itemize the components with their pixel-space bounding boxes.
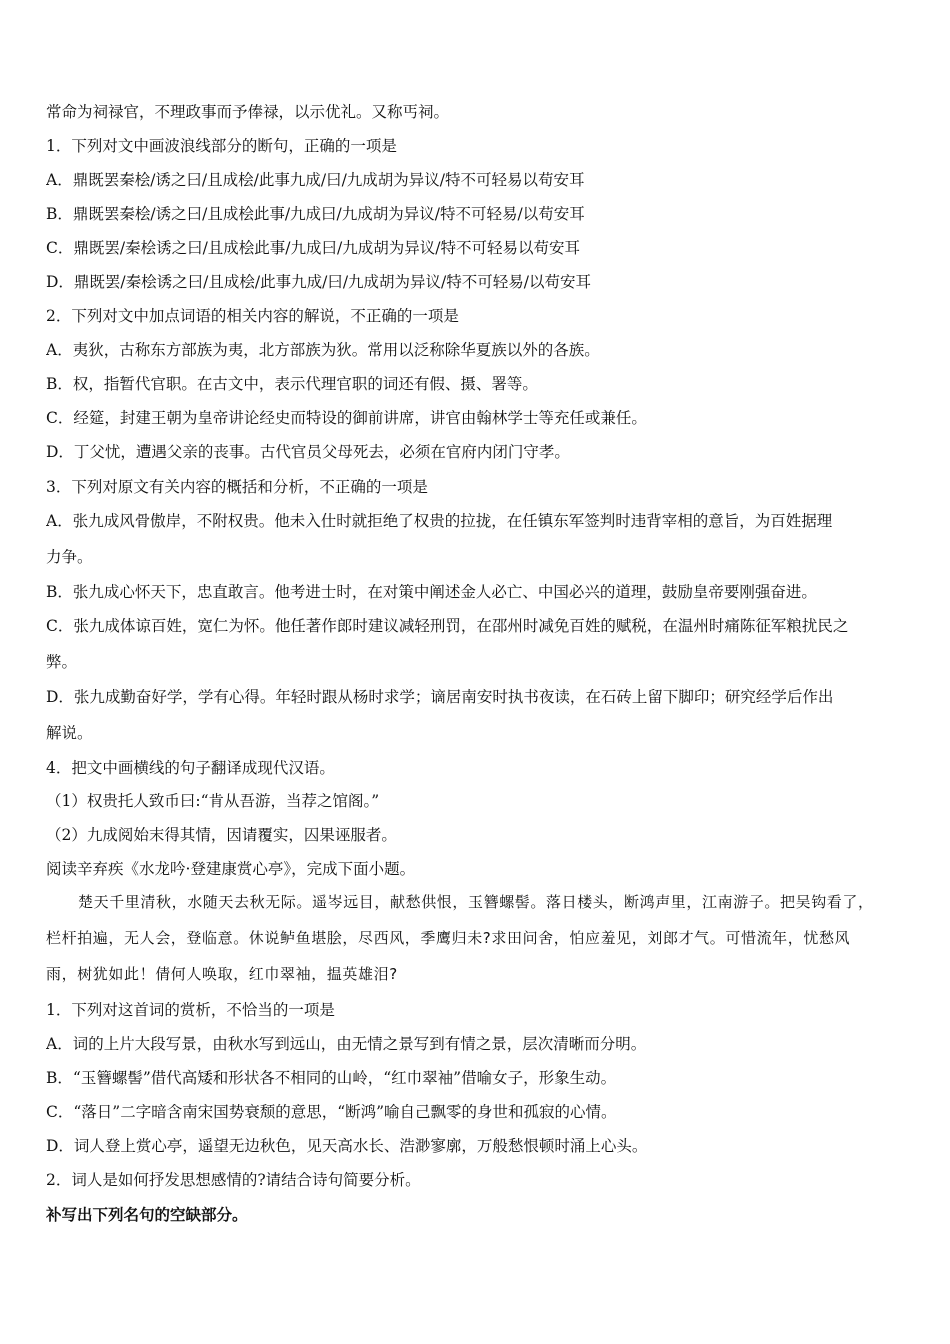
option-line: A．夷狄，古称东方部族为夷，北方部族为狄。常用以泛称除华夏族以外的各族。 <box>46 341 600 359</box>
option-line: D．鼎既罢/秦桧诱之曰/且成桧/此事九成/曰/九成胡为异议/特不可轻易/以苟安耳 <box>46 273 591 291</box>
question-stem: 3．下列对原文有关内容的概括和分析，不正确的一项是 <box>46 478 428 496</box>
option-line: C．经筵，封建王朝为皇帝讲论经史而特设的御前讲席，讲官由翰林学士等充任或兼任。 <box>46 409 647 427</box>
option-line: C．鼎既罢/秦桧诱之曰/且成桧此事/九成曰/九成胡为异议/特不可轻易以苟安耳 <box>46 239 580 257</box>
option-line: C．“落日”二字暗含南宋国势衰颓的意思，“断鸿”喻自己飘零的身世和孤寂的心情。 <box>46 1103 617 1121</box>
poem-line: 楚天千里清秋，水随天去秋无际。遥岑远目，献愁供恨，玉簪螺髻。落日楼头，断鸿声里，江南游子。把吴钩看了， <box>78 893 874 911</box>
option-line: D．丁父忧，遭遇父亲的丧事。古代官员父母死去，必须在官府内闭门守孝。 <box>46 443 570 461</box>
poem-line: 栏杆拍遍，无人会，登临意。休说鲈鱼堪脍，尽西风，季鹰归未?求田问舍，怕应羞见，刘郎才气。可惜流年，忧愁风 <box>46 929 851 947</box>
question-stem: 1．下列对这首词的赏析，不恰当的一项是 <box>46 1001 335 1019</box>
question-stem: 2．词人是如何抒发思想感情的?请结合诗句简要分析。 <box>46 1171 421 1189</box>
option-line: A．鼎既罢秦桧/诱之曰/且成桧/此事九成/曰/九成胡为异议/特不可轻易以苟安耳 <box>46 171 585 189</box>
option-line: A．张九成风骨傲岸，不附权贵。他未入仕时就拒绝了权贵的拉拢，在任镇东军签判时违背宰相的意旨，为百姓据理 <box>46 512 833 530</box>
question-stem: 1．下列对文中画波浪线部分的断句，正确的一项是 <box>46 137 397 155</box>
sub-question: （2）九成阅始末得其情，因请覆实，囚果诬服者。 <box>46 826 397 844</box>
sub-question: （1）权贵托人致币曰:“肯从吾游，当荐之馆阁。” <box>46 792 380 810</box>
option-line-continued: 力争。 <box>46 548 93 566</box>
poem-line: 雨，树犹如此！倩何人唤取，红巾翠袖，揾英雄泪? <box>46 965 398 983</box>
option-line: B．“玉簪螺髻”借代高矮和形状各不相同的山岭，“红巾翠袖”借喻女子，形象生动。 <box>46 1069 617 1087</box>
question-stem: 4．把文中画横线的句子翻译成现代汉语。 <box>46 759 335 777</box>
reading-instruction: 阅读辛弃疾《水龙吟·登建康赏心亭》，完成下面小题。 <box>46 860 416 878</box>
option-line: B．权，指暂代官职。在古文中，表示代理官职的词还有假、摄、署等。 <box>46 375 538 393</box>
option-line: A．词的上片大段写景，由秋水写到远山，由无情之景写到有情之景，层次清晰而分明。 <box>46 1035 647 1053</box>
option-line: B．张九成心怀天下，忠直敢言。他考进士时，在对策中阐述金人必亡、中国必兴的道理，鼓励皇帝要刚强奋进。 <box>46 583 817 601</box>
text-line: 常命为祠禄官，不理政事而予俸禄，以示优礼。又称丐祠。 <box>46 103 450 121</box>
option-line: B．鼎既罢秦桧/诱之曰/且成桧此事/九成曰/九成胡为异议/特不可轻易/以苟安耳 <box>46 205 585 223</box>
question-stem: 2．下列对文中加点词语的相关内容的解说，不正确的一项是 <box>46 307 459 325</box>
option-line-continued: 弊。 <box>46 653 78 671</box>
section-heading: 补写出下列名句的空缺部分。 <box>46 1206 248 1224</box>
option-line: C．张九成体谅百姓，宽仁为怀。他任著作郎时建议减轻刑罚，在邵州时减免百姓的赋税，在温州时痛陈征军粮扰民之 <box>46 617 849 635</box>
option-line: D．词人登上赏心亭，遥望无边秋色，见天高水长、浩渺寥廓，万般愁恨顿时涌上心头。 <box>46 1137 648 1155</box>
option-line-continued: 解说。 <box>46 724 93 742</box>
option-line: D．张九成勤奋好学，学有心得。年轻时跟从杨时求学；谪居南安时执书夜读，在石砖上留下脚印；研究经学后作出 <box>46 688 834 706</box>
